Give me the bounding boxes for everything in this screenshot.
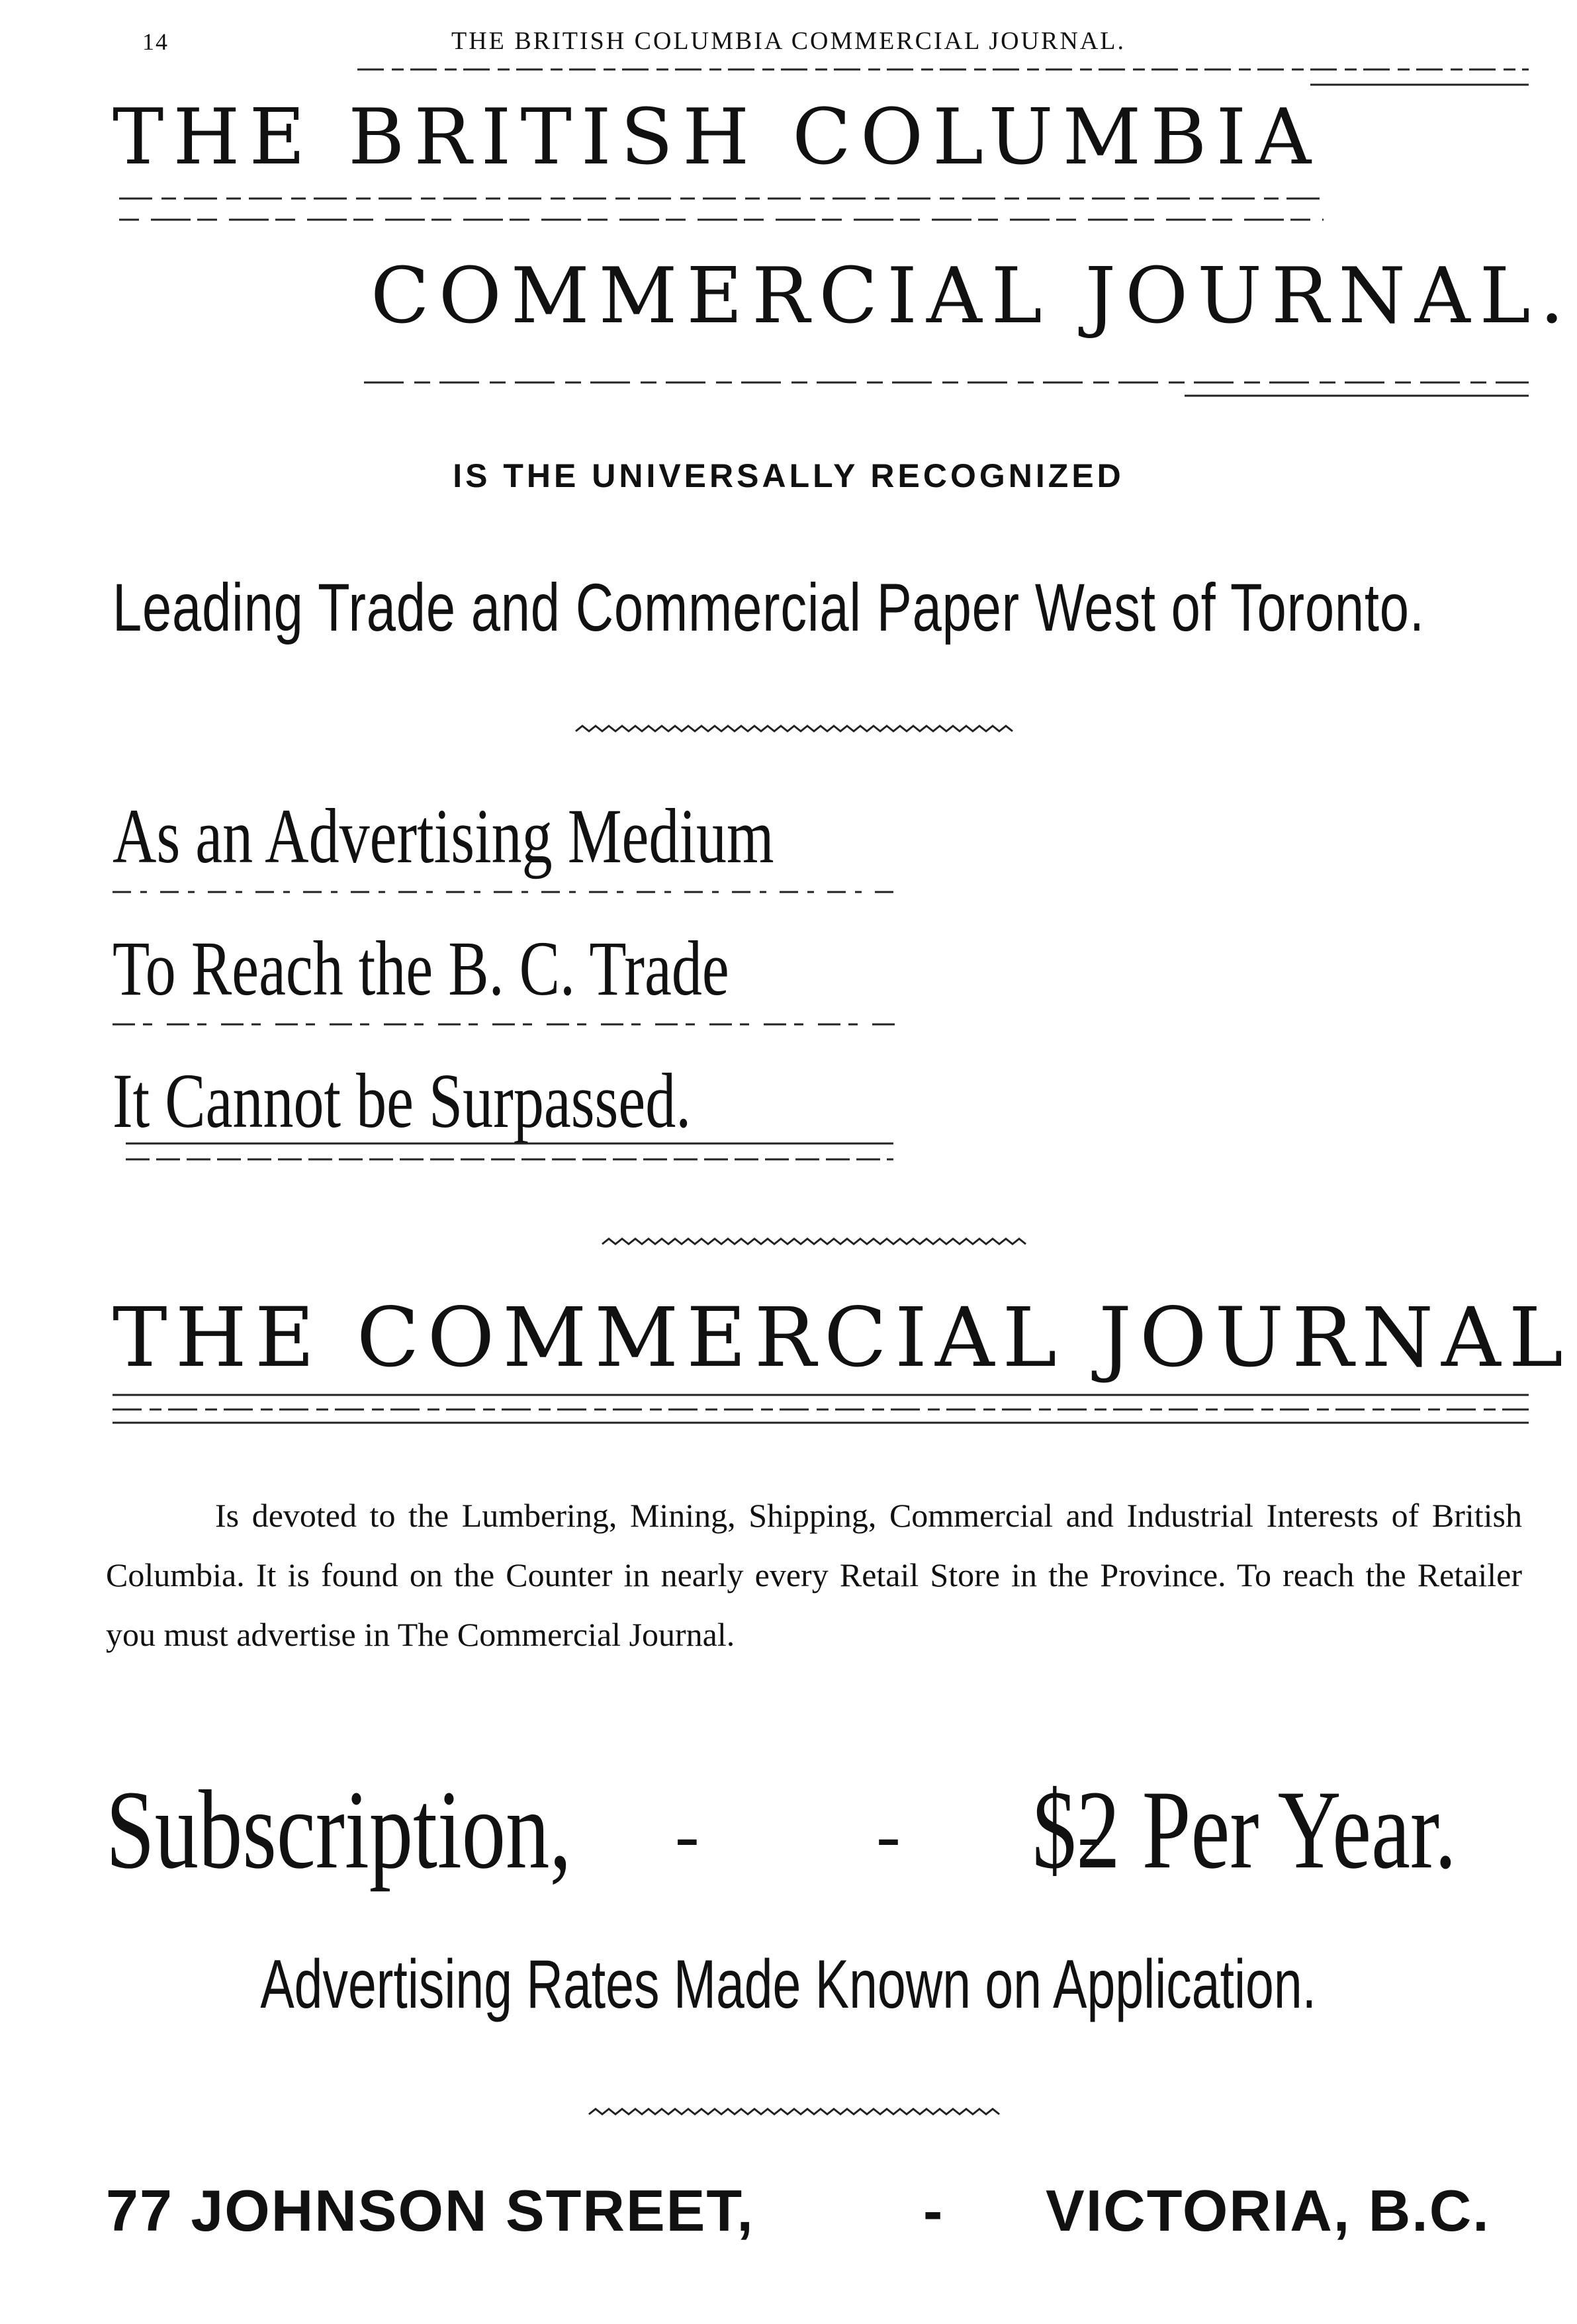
address-street: 77 JOHNSON STREET, <box>106 2178 754 2243</box>
leading-paper-line: Leading Trade and Commercial Paper West of Toronto. <box>113 570 1425 645</box>
devoted-paragraph: Is devoted to the Lumbering, Mining, Shipping, Commercial and Industrial Interests of British Columbia. It is found on the Counter in nearly every Retail Store in the Province. To reach the Retailer you must advertise in The Commercial Journal. <box>106 1497 1522 1653</box>
advertising-rates-text: Advertising Rates Made Known on Application. <box>260 1946 1317 2023</box>
medium-line-1: As an Advertising Medium <box>113 793 774 879</box>
wavy-divider <box>576 726 1013 731</box>
masthead-line-1: THE BRITISH COLUMBIA <box>113 93 1321 182</box>
medium-line-3: It Cannot be Surpassed. <box>113 1057 692 1144</box>
page-number: 14 <box>142 28 169 55</box>
address-city: VICTORIA, B.C. <box>1046 2178 1490 2243</box>
running-title: THE BRITISH COLUMBIA COMMERCIAL JOURNAL. <box>451 27 1126 55</box>
address-separator: - <box>923 2178 943 2243</box>
subscription-label: Subscription, <box>106 1767 572 1892</box>
recognized-line: IS THE UNIVERSALLY RECOGNIZED <box>453 457 1124 494</box>
subscription-price: $2 Per Year. <box>1032 1767 1457 1892</box>
medium-line-2: To Reach the B. C. Trade <box>113 925 729 1012</box>
subscription-dashes: - - - <box>675 1795 1181 1875</box>
journal-heading: THE COMMERCIAL JOURNAL <box>113 1290 1571 1386</box>
wavy-divider <box>589 2109 999 2114</box>
masthead-line-2: COMMERCIAL JOURNAL. <box>371 251 1574 341</box>
wavy-divider <box>602 1239 1026 1244</box>
